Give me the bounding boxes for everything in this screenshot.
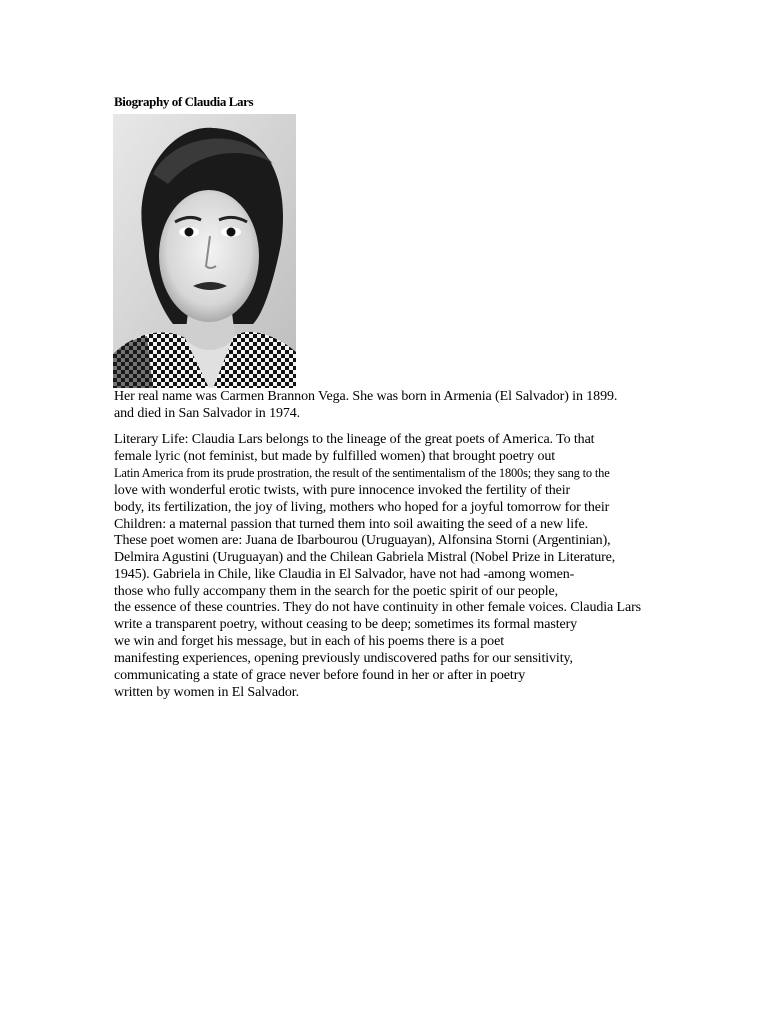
body-line: Children: a maternal passion that turned them into soil awaiting the seed of a new life. — [114, 517, 589, 532]
body-line: 1945). Gabriela in Chile, like Claudia in El Salvador, have not had -among women- — [114, 567, 575, 582]
body-line: we win and forget his message, but in each of his poems there is a poet — [114, 634, 504, 649]
body-line: body, its fertilization, the joy of living, mothers who hoped for a joyful tomorrow for their — [114, 500, 610, 515]
body-line: female lyric (not feminist, but made by fulfilled women) that brought poetry out — [114, 449, 556, 464]
body-line: manifesting experiences, opening previously undiscovered paths for our sensitivity, — [114, 651, 573, 666]
body-line: written by women in El Salvador. — [114, 685, 299, 700]
body-line: the essence of these countries. They do not have continuity in other female voices. Claudia Lars — [114, 600, 642, 615]
body-line: Literary Life: Claudia Lars belongs to the lineage of the great poets of America. To that — [114, 432, 595, 447]
body-line: love with wonderful erotic twists, with pure innocence invoked the fertility of their — [114, 483, 571, 498]
body-line: Delmira Agustini (Uruguayan) and the Chilean Gabriela Mistral (Nobel Prize in Literature, — [114, 550, 616, 565]
document-title: Biography of Claudia Lars — [114, 94, 254, 109]
body-line: those who fully accompany them in the search for the poetic spirit of our people, — [114, 584, 559, 599]
body-line: write a transparent poetry, without ceasing to be deep; sometimes its formal mastery — [114, 617, 578, 632]
intro-line: and died in San Salvador in 1974. — [114, 406, 301, 421]
portrait-photo — [113, 114, 296, 388]
intro-line: Her real name was Carmen Brannon Vega. She was born in Armenia (El Salvador) in 1899. — [114, 389, 618, 404]
body-line: Latin America from its prude prostration, the result of the sentimentalism of the 1800s; they sang to the — [114, 466, 610, 480]
body-line: These poet women are: Juana de Ibarbourou (Uruguayan), Alfonsina Storni (Argentinian), — [114, 533, 611, 548]
body-line: communicating a state of grace never before found in her or after in poetry — [114, 668, 526, 683]
